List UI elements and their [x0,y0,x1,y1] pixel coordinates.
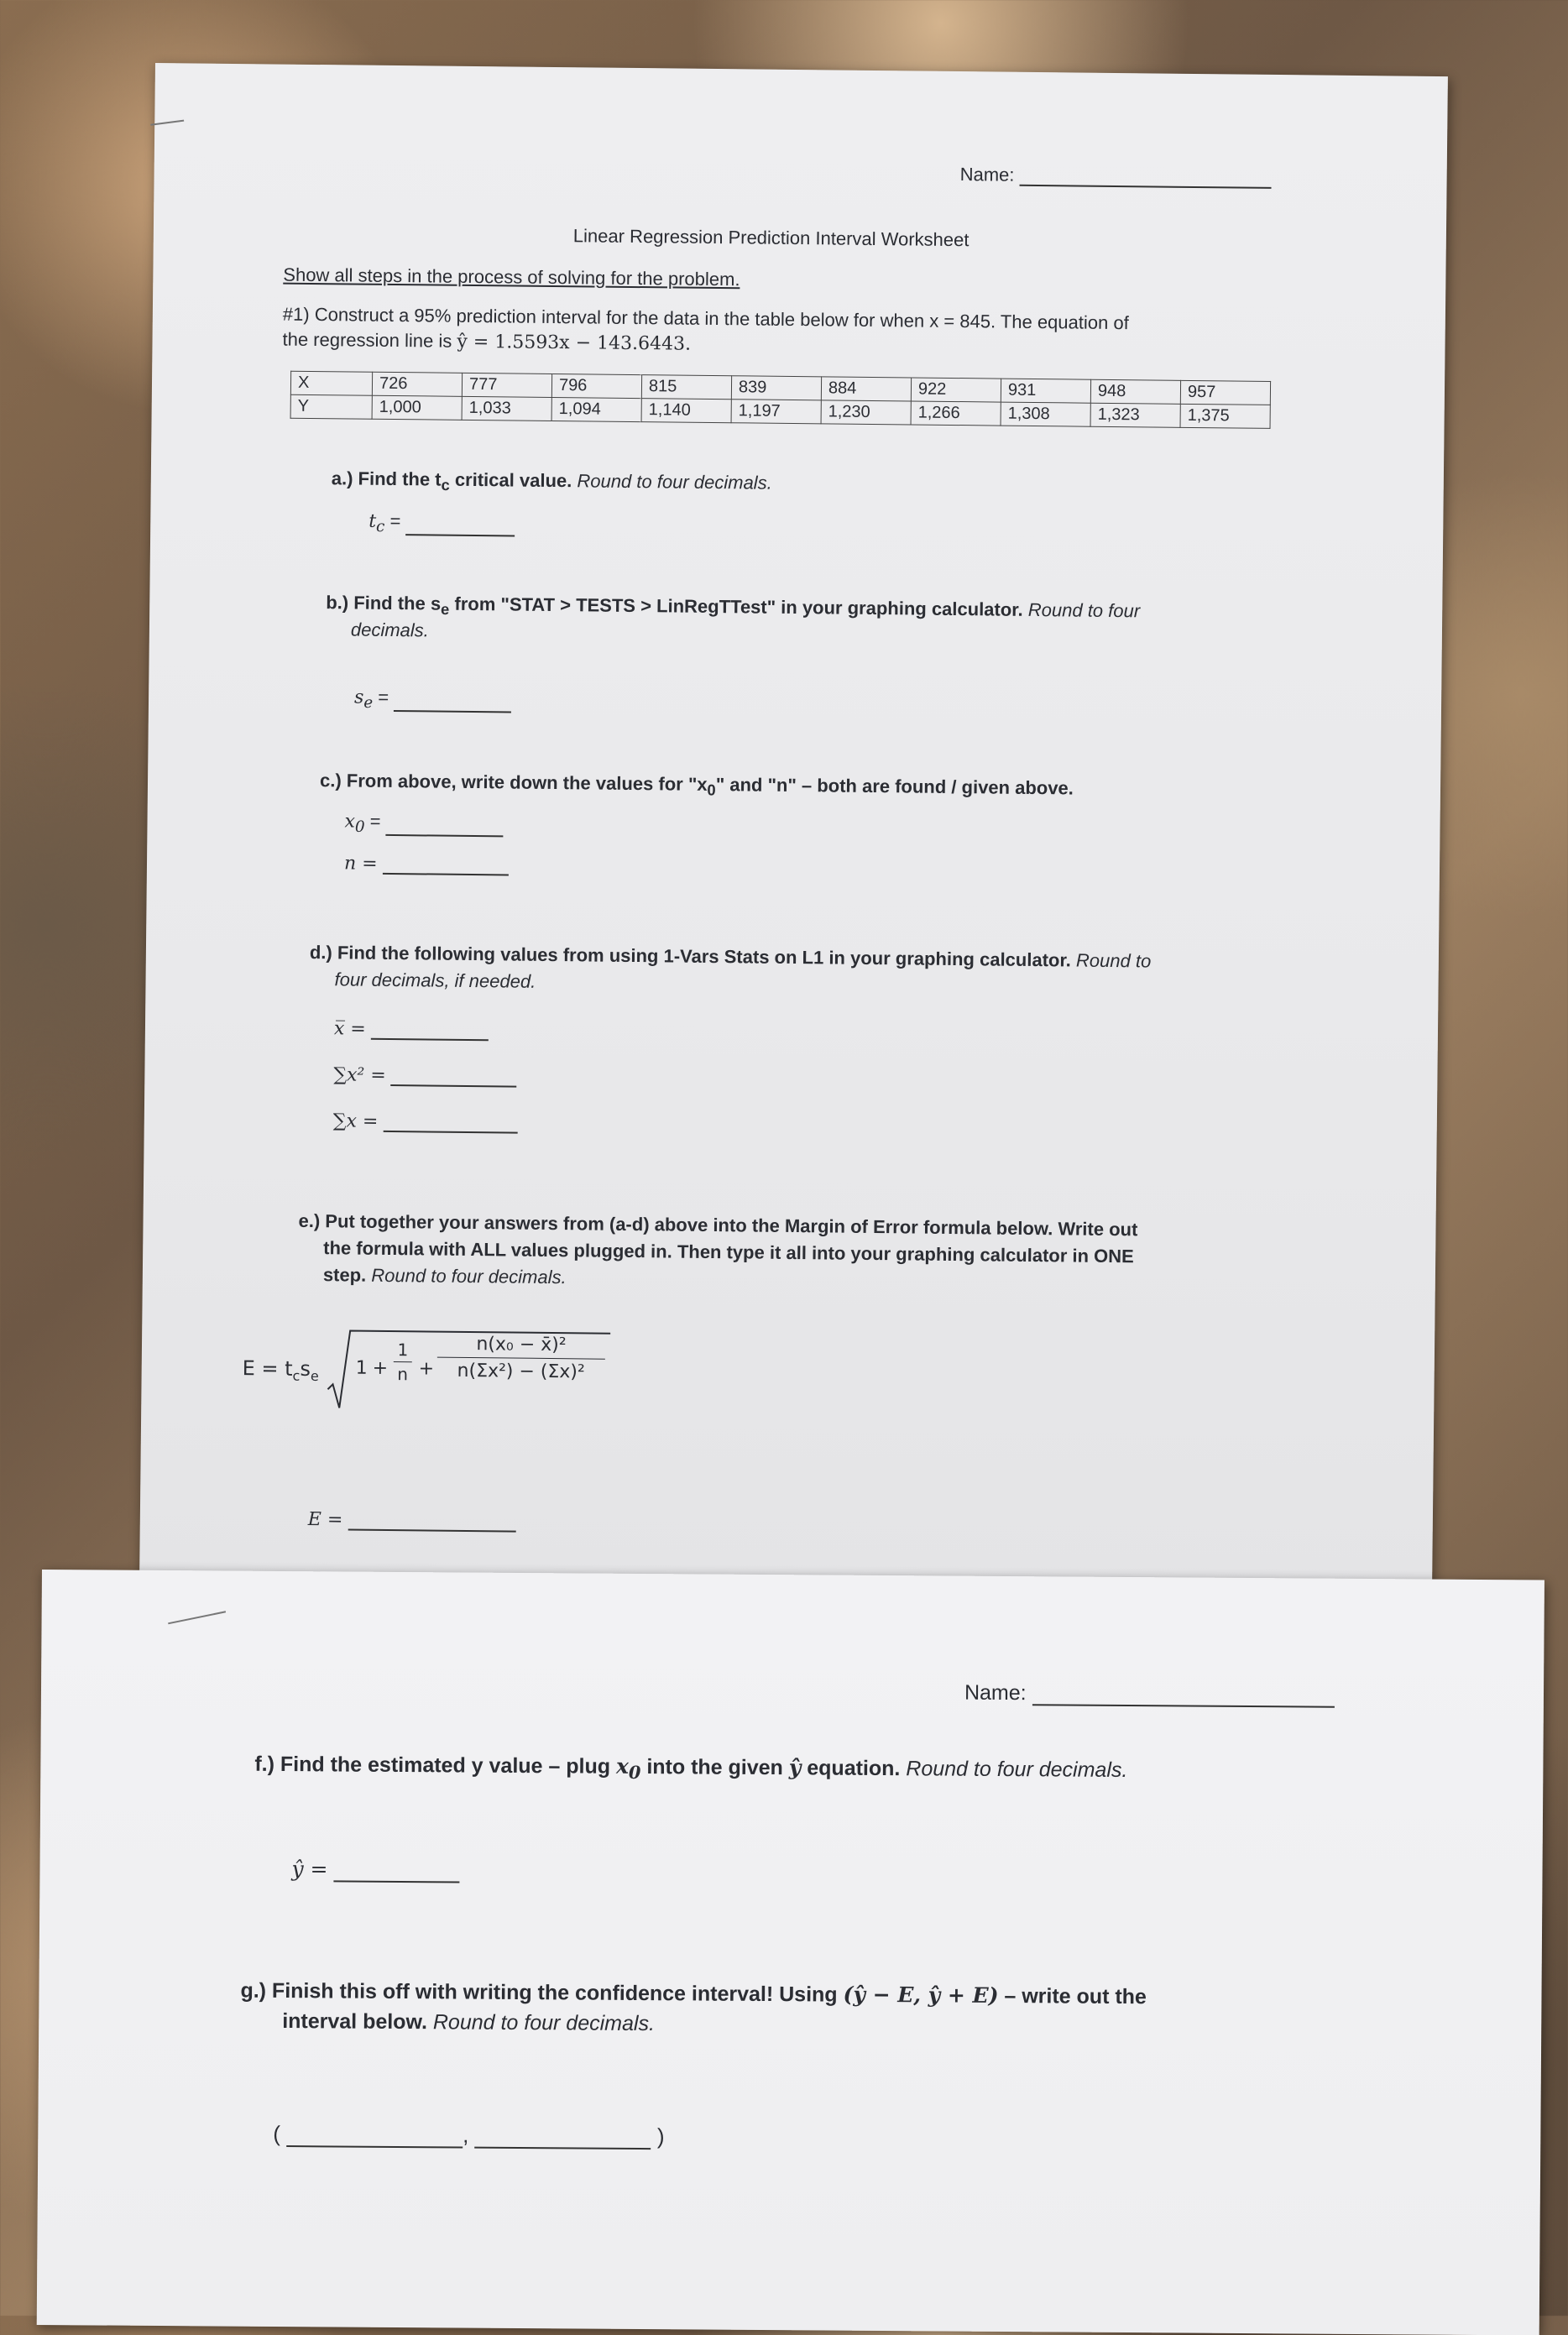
sumx2-label: ∑x² = [333,1064,386,1086]
question-f-text: f.) Find the estimated y value – plug [254,1752,617,1779]
question-e-hint: Round to four decimals. [371,1264,567,1288]
sumx-label: ∑x = [332,1110,379,1132]
question-b [326,592,1140,626]
worksheet-page-1 [139,63,1448,1621]
worksheet-page-2 [37,1570,1544,2335]
instructions: Show all steps in the process of solving for the problem. [283,264,740,290]
name-label: Name: [959,164,1015,185]
question-b-text: b.) Find the s [326,592,442,614]
yhat-label: ŷ = [291,1857,328,1882]
problem-line-2-text: the regression line is [282,328,457,352]
table-cell-y: 1,094 [551,397,641,421]
name-label-2: Name: [964,1680,1027,1706]
answer-d-xbar [334,1017,489,1041]
question-a [332,468,772,498]
question-g-line-2 [282,2009,655,2036]
table-header-x: X [290,371,372,395]
staple-mark [150,120,184,126]
answer-e [308,1508,516,1533]
table-cell-x: 796 [551,373,641,398]
e-label: E = [307,1509,343,1531]
answer-g-interval [273,2121,664,2150]
formula-plus-2: + [418,1358,435,1380]
question-e-line-2: the formula with ALL values plugged in. Then type it all into your graphing calculator in ONE [323,1237,1134,1267]
table-header-y: Y [290,394,372,419]
question-c [320,770,1074,803]
table-cell-x: 948 [1090,379,1180,404]
tc-blank[interactable] [405,535,515,537]
question-a-rest: critical value. [449,468,578,492]
formula-one-over-n [394,1340,413,1384]
answer-a [368,510,515,537]
close-paren: ) [656,2123,665,2150]
table-cell-x: 726 [372,372,462,396]
big-fraction-bar [437,1357,605,1360]
question-g-rest: – write out the [998,1983,1147,2009]
table-cell-x: 931 [1001,379,1090,403]
xbar-label: x̅ = [333,1018,366,1040]
lower-bound-blank[interactable] [286,2145,463,2148]
name-blank-2[interactable] [1032,1704,1334,1708]
question-d-hint: Round to [1075,949,1152,972]
question-c-text: c.) From above, write down the values for "x [319,770,708,795]
question-d-hint-2: four decimals, if needed. [334,969,536,992]
question-a-hint: Round to four decimals. [577,470,772,494]
table-cell-y: 1,308 [1001,402,1090,426]
problem-line-2 [282,329,691,355]
question-d [310,942,1152,972]
question-g-interval: (ŷ − E, ŷ + E) [843,1982,999,2008]
table-cell-x: 957 [1180,380,1270,405]
formula-e-tc: E = t [242,1356,293,1381]
question-f-end: equation. [801,1756,907,1781]
open-paren: ( [273,2120,281,2146]
tc-sub: c [375,518,385,536]
name-blank[interactable] [1019,185,1271,189]
answer-c-n [344,852,509,875]
x0-sub: 0 [354,818,365,837]
answer-c-x0 [344,810,503,837]
formula-se-sub: e [310,1367,319,1384]
big-fraction-denominator: n(Σx²) − (Σx)² [457,1360,585,1383]
question-b-hint: Round to four [1027,598,1141,622]
table-cell-x: 839 [731,376,821,400]
question-e-line-3-text: step. [322,1264,372,1286]
sumx2-blank[interactable] [391,1084,517,1088]
formula-one-plus [355,1341,368,1379]
question-f [254,1752,1127,1786]
formula-big-fraction [437,1334,606,1383]
question-e-line-3 [323,1264,567,1288]
name-field [960,164,1272,189]
fraction-bar-1 [394,1361,412,1362]
n-blank[interactable] [383,873,509,876]
worksheet-title: Linear Regression Prediction Interval Worksheet [572,225,970,251]
question-f-x0: x [615,1753,630,1779]
question-f-x0-sub: 0 [628,1761,641,1783]
table-cell-y: 1,230 [821,400,911,425]
data-table [290,371,1272,429]
margin-of-error-formula [242,1323,612,1428]
question-c-sub: 0 [707,781,716,799]
table-cell-y: 1,000 [372,395,462,420]
table-cell-x: 884 [821,377,911,401]
formula-plus-1: + [372,1357,389,1379]
fraction-denominator-n: n [397,1364,409,1385]
upper-bound-blank[interactable] [475,2147,651,2150]
answer-d-sumx2 [333,1063,517,1087]
x0-eq: = [364,810,381,832]
question-f-rest: into the given [640,1754,789,1780]
formula-s: s [300,1356,311,1382]
e-blank[interactable] [348,1528,515,1532]
table-cell-y: 1,033 [462,396,551,421]
staple-mark-2 [168,1611,226,1624]
table-cell-x: 922 [911,378,1001,402]
x0-blank[interactable] [386,834,504,837]
table-cell-y: 1,197 [731,400,821,424]
formula-tc-sub: c [292,1367,301,1384]
name-field-2 [964,1681,1335,1708]
sumx-blank[interactable] [383,1131,517,1134]
se-sub: e [363,694,374,713]
question-a-text: a.) Find the t [331,468,442,490]
formula-lhs [243,1356,319,1384]
question-a-sub: c [441,475,450,494]
problem-line-1: #1) Construct a 95% prediction interval for the data in the table below for when x = 845. The equation of [282,303,1129,334]
table-cell-y: 1,266 [911,401,1001,426]
question-g-hint: Round to four decimals. [432,2010,656,2036]
comma: , [463,2122,469,2148]
question-f-yhat: ŷ [788,1755,802,1780]
question-b-rest: from "STAT > TESTS > LinRegTTest" in your graphing calculator. [449,593,1028,620]
xbar-blank[interactable] [371,1038,489,1041]
question-f-hint: Round to four decimals. [906,1757,1128,1783]
fraction-numerator-1: 1 [397,1340,409,1361]
se-blank[interactable] [394,710,511,713]
question-g-text: g.) Finish this off with writing the confidence interval! Using [240,1978,844,2007]
yhat-blank[interactable] [333,1880,459,1883]
question-g-line-2-text: interval below. [282,2009,434,2035]
se-label: s [353,687,364,708]
table-cell-x: 777 [462,373,551,397]
tc-label: t [368,510,377,532]
question-c-rest: " and "n" – both are found / given above. [715,774,1074,799]
answer-f [291,1857,459,1883]
big-fraction-numerator: n(x₀ − x̄)² [476,1334,567,1356]
formula-one-base: 1 [355,1357,368,1379]
tc-eq: = [384,509,401,532]
question-d-text: d.) Find the following values from using 1-Vars Stats on L1 in your graphing calculator. [309,941,1077,971]
question-e-line-1: e.) Put together your answers from (a-d) above into the Margin of Error formula below. Write out [298,1209,1138,1241]
table-cell-y: 1,140 [641,399,731,423]
answer-d-sumx [333,1110,518,1133]
table-cell-y: 1,375 [1180,404,1270,428]
table-cell-y: 1,323 [1090,403,1180,427]
n-label: n = [343,853,378,875]
question-g [240,1978,1147,2010]
se-eq: = [373,686,389,708]
regression-equation: ŷ = 1.5593x − 143.6443. [457,331,692,355]
question-b-sub: e [440,599,450,619]
answer-b [354,687,512,713]
question-b-hint-2: decimals. [350,619,429,641]
table-cell-x: 815 [641,375,731,400]
x0-label: x [344,811,356,833]
